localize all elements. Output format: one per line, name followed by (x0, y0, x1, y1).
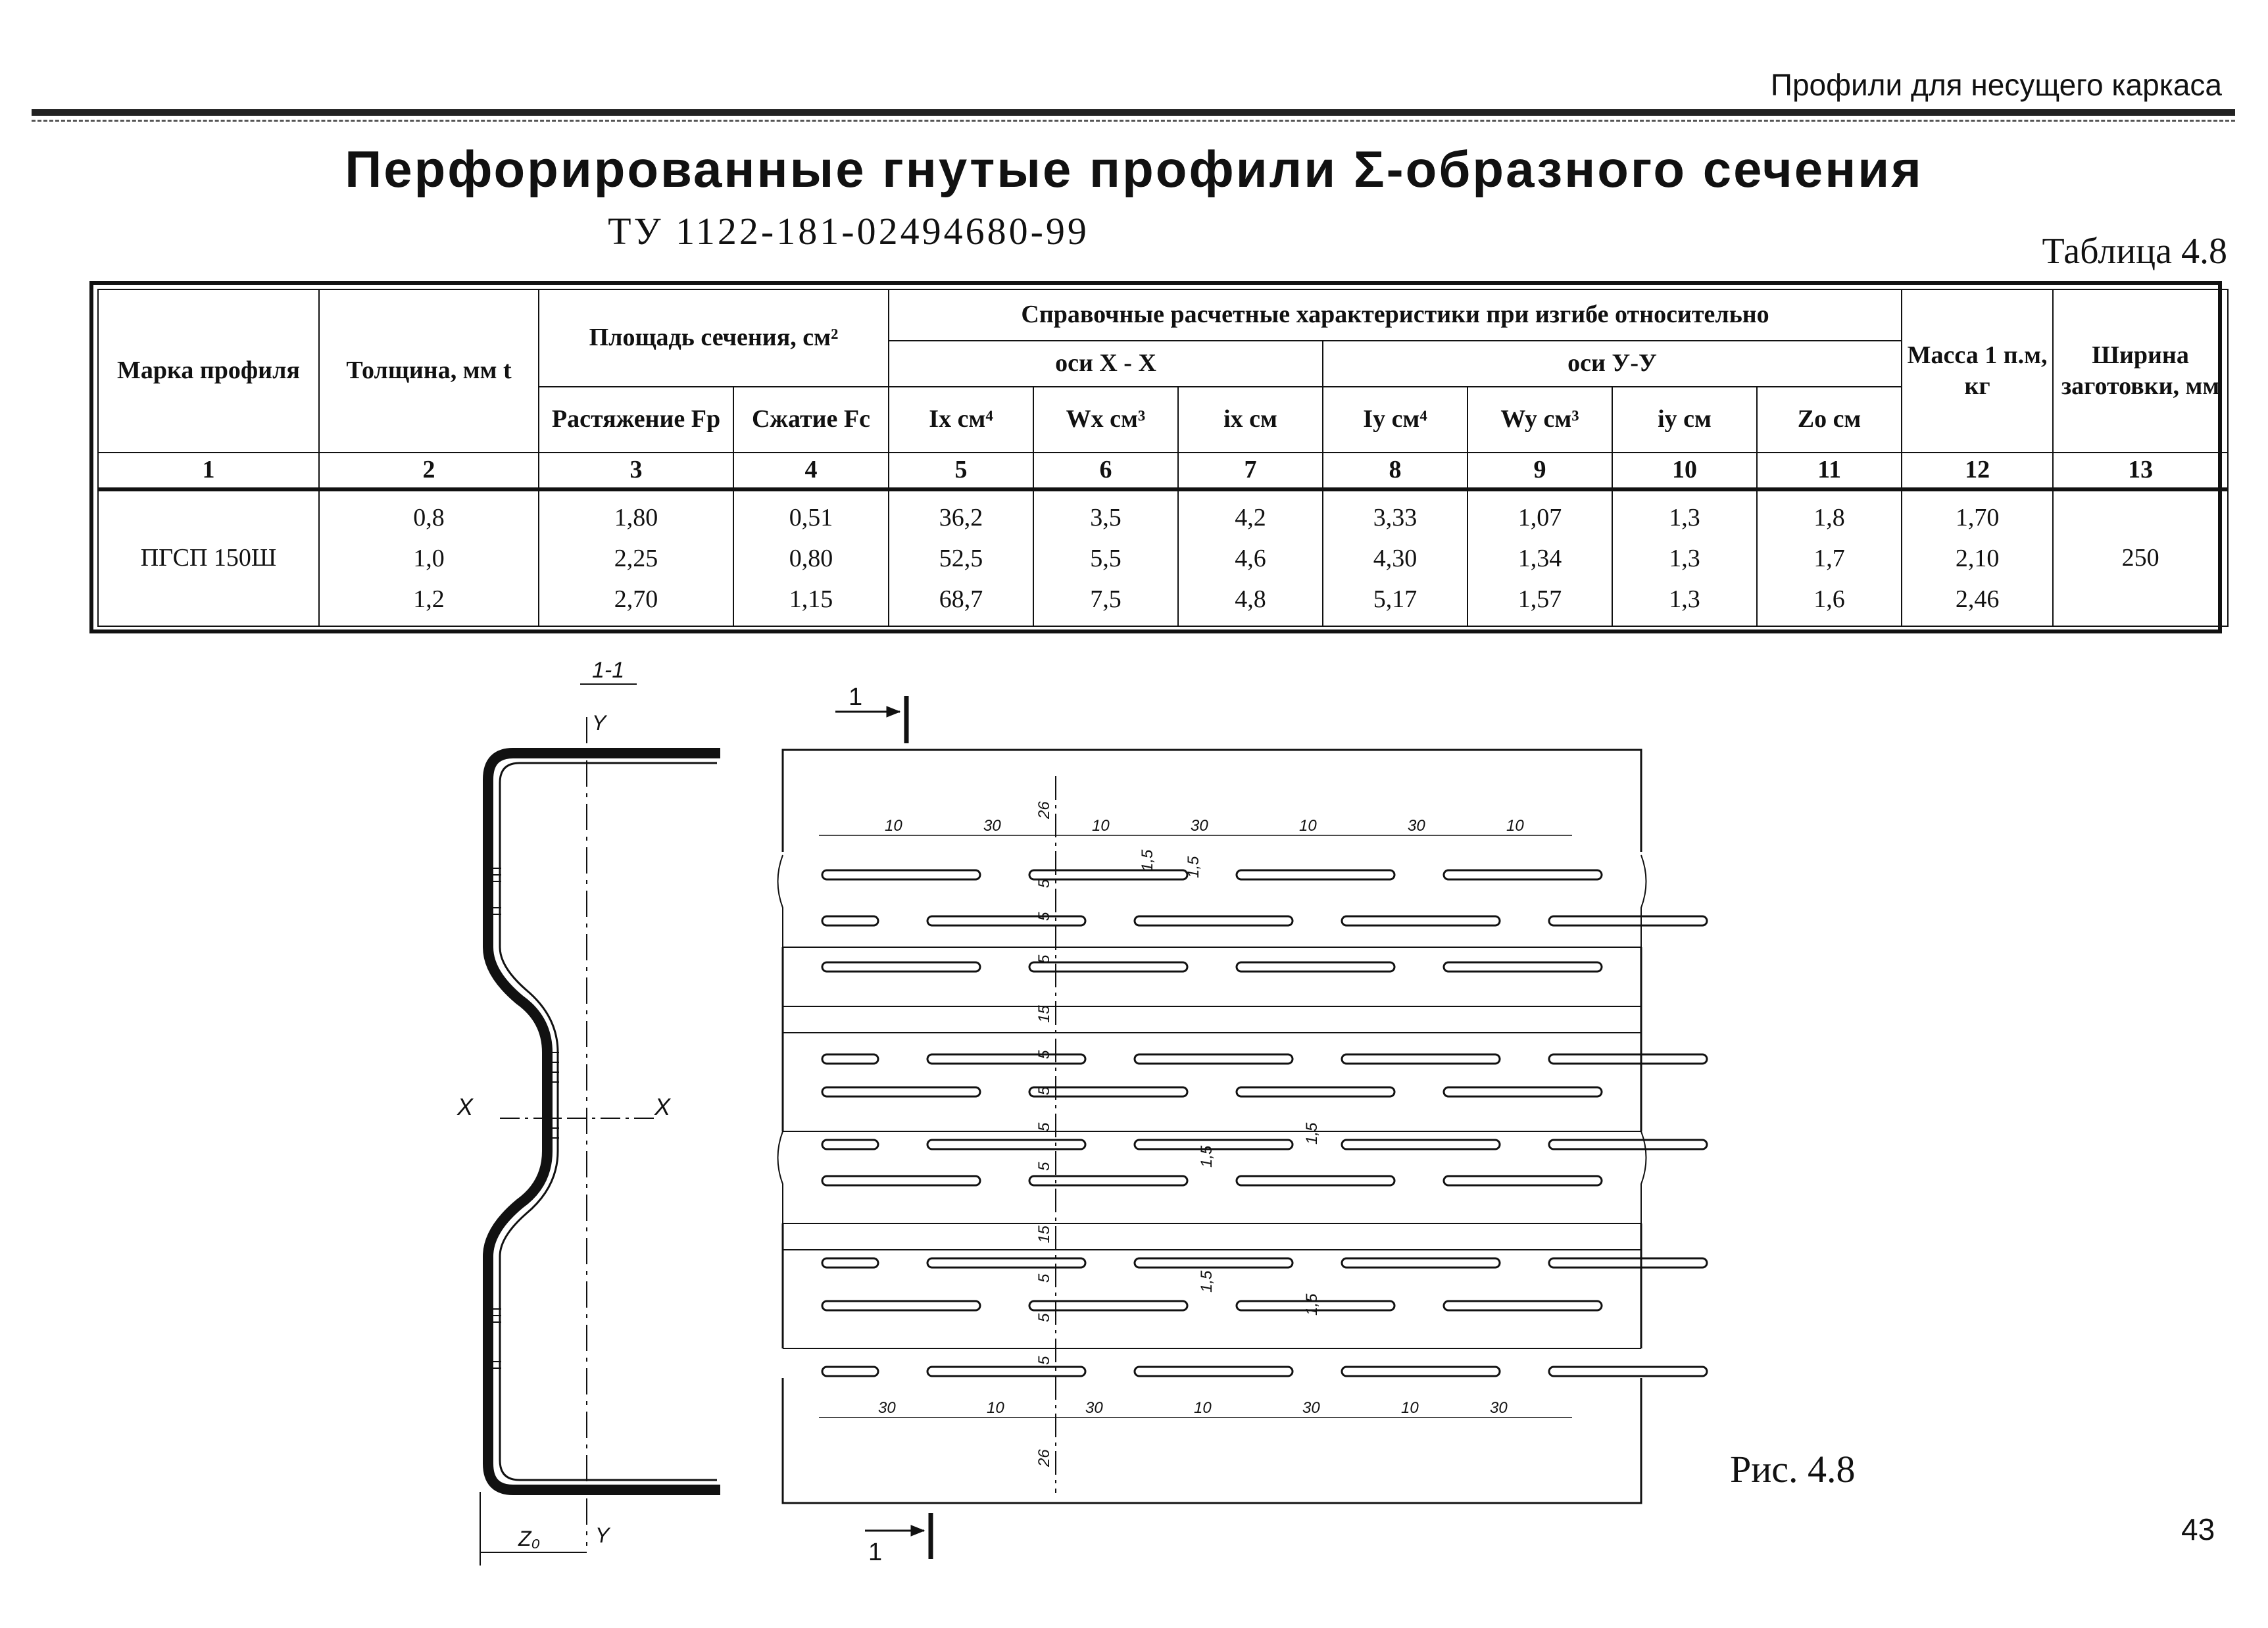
header-mark: Марка профиля (98, 289, 319, 453)
slot (822, 1087, 980, 1097)
dim-top: 30 (1191, 817, 1208, 835)
cell-iy-radius: 1,3 1,3 1,3 (1612, 489, 1757, 626)
axis-y-label-bottom: Y (595, 1523, 610, 1547)
header-ix: Ix см⁴ (889, 387, 1033, 453)
page-number: 43 (2181, 1512, 2215, 1546)
dim-bottom: 10 (987, 1399, 1004, 1417)
slot (822, 1140, 878, 1149)
dim-slot: 1,5 (1198, 1145, 1216, 1168)
dim-slot: 1,5 (1198, 1270, 1216, 1293)
slot (1549, 1054, 1707, 1064)
dim-top: 10 (885, 817, 902, 835)
col-number: 4 (733, 453, 889, 489)
standard-code: ТУ 1122-181-02494680-99 (608, 210, 1089, 253)
dim-left: 5 (1035, 1273, 1053, 1283)
dim-top: 10 (1506, 817, 1524, 835)
slot (822, 1176, 980, 1185)
slot (1029, 1176, 1187, 1185)
slot (927, 1054, 1085, 1064)
header-thickness: Толщина, мм t (319, 289, 539, 453)
axis-x-label-left: X (457, 1093, 474, 1120)
slot (1444, 870, 1602, 879)
figure-label: Рис. 4.8 (1730, 1448, 1856, 1491)
slot (1342, 916, 1500, 925)
slot (822, 916, 878, 925)
dim-slot: 1,5 (1303, 1122, 1321, 1145)
slot (1237, 870, 1394, 879)
slot (1135, 916, 1293, 925)
slot (1342, 1054, 1500, 1064)
cell-zo: 1,8 1,7 1,6 (1757, 489, 1902, 626)
slot (1444, 1176, 1602, 1185)
dim-top: 30 (983, 817, 1001, 835)
section-label: 1-1 (592, 658, 625, 683)
cell-iy: 3,33 4,30 5,17 (1323, 489, 1467, 626)
header-width: Ширина заготовки, мм (2053, 289, 2228, 453)
dim-bottom: 30 (1490, 1399, 1508, 1417)
dimension-lines (819, 835, 1572, 1418)
slot-pattern (822, 870, 1707, 1376)
slot (822, 870, 980, 879)
dim-left: 5 (1035, 1313, 1053, 1322)
slot (1549, 1258, 1707, 1268)
col-number: 9 (1467, 453, 1612, 489)
slot (1444, 962, 1602, 972)
cell-wx: 3,5 5,5 7,5 (1033, 489, 1178, 626)
slot (822, 1367, 878, 1376)
slot (1237, 1176, 1394, 1185)
col-number: 2 (319, 453, 539, 489)
dim-left: 26 (1035, 801, 1053, 819)
col-number: 5 (889, 453, 1033, 489)
header-area: Площадь сечения, см² (539, 289, 889, 387)
cut-label-bottom: 1 (868, 1539, 883, 1566)
slot (1029, 962, 1187, 972)
slot (1549, 916, 1707, 925)
slot (1029, 1087, 1187, 1097)
dim-top: 10 (1092, 817, 1110, 835)
col-number: 6 (1033, 453, 1178, 489)
dim-left: 5 (1035, 912, 1053, 921)
profile-drawing (0, 651, 2268, 1572)
slot (1135, 1054, 1293, 1064)
col-number: 8 (1323, 453, 1467, 489)
cut-label-top: 1 (849, 683, 863, 711)
dim-bottom: 30 (1302, 1399, 1320, 1417)
properties-table (97, 289, 2229, 627)
dim-left: 5 (1035, 879, 1053, 888)
slot (927, 1367, 1085, 1376)
header-wx: Wx см³ (1033, 387, 1178, 453)
cell-ix-radius: 4,2 4,6 4,8 (1178, 489, 1323, 626)
dim-left: 26 (1035, 1449, 1053, 1467)
slot (1342, 1258, 1500, 1268)
profile-mark: ПГСП 150Ш (98, 489, 319, 626)
dim-slot: 1,5 (1303, 1293, 1321, 1316)
cut-markers (835, 683, 931, 1566)
dim-left: 5 (1035, 954, 1053, 964)
header-wy: Wy см³ (1467, 387, 1612, 453)
header-ix-radius: ix см (1178, 387, 1323, 453)
header-axis-y: оси У-У (1323, 341, 1902, 387)
cell-width: 250 (2053, 489, 2228, 626)
col-number: 11 (1757, 453, 1902, 489)
header-tension: Растяжение Fp (539, 387, 733, 453)
page-title: Перфорированные гнутые профили Σ-образного сечения (345, 140, 1923, 198)
dim-left: 15 (1035, 1225, 1053, 1243)
slot (1135, 1258, 1293, 1268)
dim-left: 5 (1035, 1086, 1053, 1095)
slot (1029, 1301, 1187, 1310)
dim-top: 10 (1299, 817, 1317, 835)
dim-slot: 1,5 (1139, 849, 1156, 872)
dim-left: 5 (1035, 1050, 1053, 1059)
section-header: Профили для несущего каркаса (1770, 68, 2222, 102)
slot (1342, 1367, 1500, 1376)
axis-x-label-right: X (654, 1093, 671, 1120)
dim-bottom: 30 (878, 1399, 896, 1417)
header-axis-x: оси X - X (889, 341, 1323, 387)
header-reference: Справочные расчетные характеристики при изгибе относительно (889, 289, 1902, 341)
header-rule-dashed (32, 120, 2235, 124)
col-number: 1 (98, 453, 319, 489)
header-compression: Сжатие Fc (733, 387, 889, 453)
slot (1135, 1367, 1293, 1376)
slot (822, 962, 980, 972)
table-number: Таблица 4.8 (2042, 231, 2227, 272)
slot (1237, 962, 1394, 972)
col-number: 7 (1178, 453, 1323, 489)
slot (1549, 1367, 1707, 1376)
dim-left: 5 (1035, 1122, 1053, 1131)
dim-bottom: 10 (1194, 1399, 1212, 1417)
header-rule-thick (32, 109, 2235, 116)
col-number: 12 (1902, 453, 2053, 489)
cell-mass: 1,70 2,10 2,46 (1902, 489, 2053, 626)
slot (1444, 1301, 1602, 1310)
cell-ix: 36,2 52,5 68,7 (889, 489, 1033, 626)
dim-bottom: 30 (1085, 1399, 1103, 1417)
dim-top: 30 (1408, 817, 1425, 835)
perforated-sheet (778, 750, 1708, 1503)
dim-bottom: 10 (1401, 1399, 1419, 1417)
slot (1029, 870, 1187, 879)
dim-left: 5 (1035, 1162, 1053, 1171)
cell-wy: 1,07 1,34 1,57 (1467, 489, 1612, 626)
slot (822, 1258, 878, 1268)
dim-slot: 1,5 (1185, 856, 1202, 878)
z0-label: Z₀ (518, 1527, 541, 1550)
col-number: 13 (2053, 453, 2228, 489)
header-mass: Масса 1 п.м, кг (1902, 289, 2053, 453)
cell-compression: 0,51 0,80 1,15 (733, 489, 889, 626)
slot (1237, 1087, 1394, 1097)
axis-y-label-top: Y (592, 711, 606, 735)
slot (927, 1258, 1085, 1268)
slot (822, 1301, 980, 1310)
slot (1444, 1087, 1602, 1097)
slot (1549, 1140, 1707, 1149)
dim-left: 5 (1035, 1356, 1053, 1365)
header-zo: Zo см (1757, 387, 1902, 453)
cross-section (456, 658, 720, 1566)
dim-left: 15 (1035, 1005, 1053, 1023)
cell-tension: 1,80 2,25 2,70 (539, 489, 733, 626)
slot (1342, 1140, 1500, 1149)
col-number: 3 (539, 453, 733, 489)
header-iy: Iy см⁴ (1323, 387, 1467, 453)
col-number: 10 (1612, 453, 1757, 489)
slot (927, 916, 1085, 925)
cell-thickness: 0,8 1,0 1,2 (319, 489, 539, 626)
slot (927, 1140, 1085, 1149)
header-iy-radius: iy см (1612, 387, 1757, 453)
slot (822, 1054, 878, 1064)
